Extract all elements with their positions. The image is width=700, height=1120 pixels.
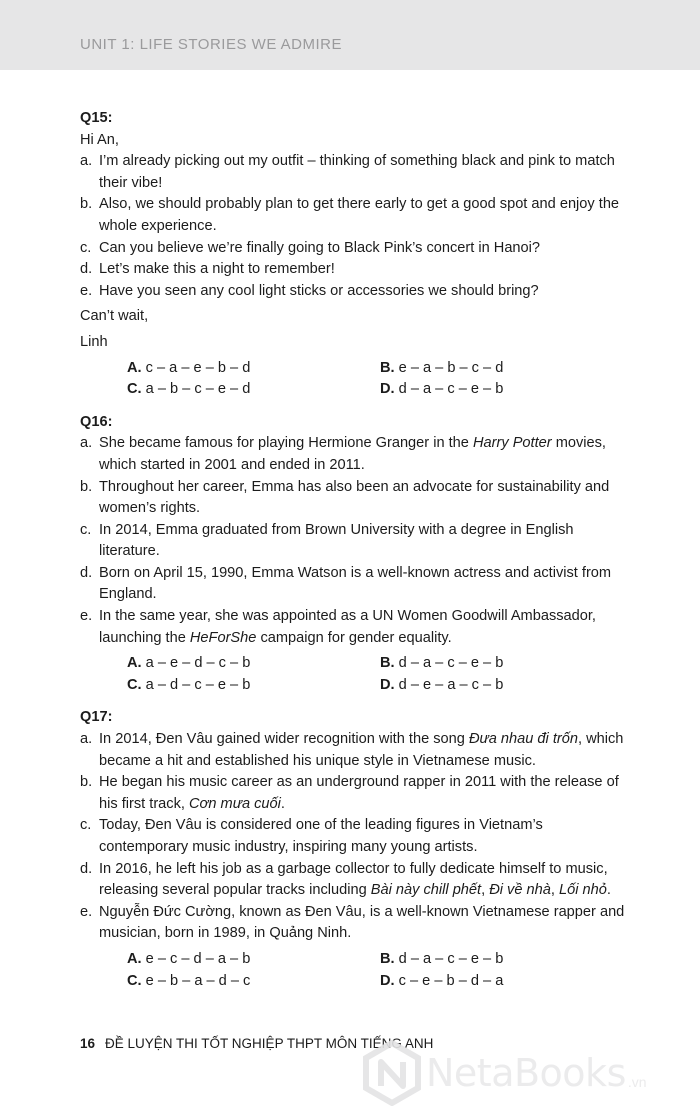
list-item: b. Throughout her career, Emma has also been an advocate for sustainability and women’s rights. <box>80 478 610 517</box>
watermark <box>362 1040 647 1106</box>
question-15 <box>80 108 625 401</box>
list-item: a. She became famous for playing Hermione Granger in the Harry Potter movies, which started in 2001 and ended in 2011. <box>80 435 606 473</box>
list-item: e. In the same year, she was appointed as a UN Women Goodwill Ambassador, launching the HeForShe campaign for gender equality. <box>80 608 596 646</box>
option-d[interactable]: D. c – e – b – d – a <box>380 972 504 989</box>
letter-closing: Can’t wait, <box>80 308 149 325</box>
page-content <box>80 108 625 992</box>
option-a[interactable]: A. c – a – e – b – d <box>127 359 251 376</box>
book-title: ĐỀ LUYỆN THI TỐT NGHIỆP THPT MÔN TIẾNG ANH <box>105 1036 434 1051</box>
question-heading: Q16: <box>80 413 113 430</box>
option-d[interactable]: D. d – a – c – e – b <box>380 381 504 398</box>
watermark-brand: NetaBooks <box>426 1051 626 1095</box>
page-number: 16 <box>80 1036 96 1051</box>
list-item: e. Nguyễn Đức Cường, known as Đen Vâu, is a well-known Vietnamese rapper and musician, born in 1989, in Quảng Ninh. <box>80 903 625 942</box>
answer-options <box>127 653 547 696</box>
option-b[interactable]: B. e – a – b – c – d <box>380 359 504 376</box>
list-item: c. Can you believe we’re finally going to Black Pink’s concert in Hanoi? <box>80 239 541 256</box>
option-a[interactable]: A. a – e – d – c – b <box>127 655 251 672</box>
option-b[interactable]: B. d – a – c – e – b <box>380 950 504 967</box>
question-heading: Q17: <box>80 709 113 726</box>
unit-title: UNIT 1: LIFE STORIES WE ADMIRE <box>80 36 342 53</box>
option-c[interactable]: C. e – b – a – d – c <box>127 972 251 989</box>
list-item: a. I’m already picking out my outfit – thinking of something black and pink to match their vibe! <box>80 153 615 191</box>
question-17 <box>80 707 625 992</box>
answer-options <box>127 358 547 401</box>
option-a[interactable]: A. e – c – d – a – b <box>127 950 251 967</box>
list-item: d. Let’s make this a night to remember! <box>80 261 335 278</box>
answer-options <box>127 949 547 992</box>
list-item: c. Today, Đen Vâu is considered one of the leading figures in Vietnam’s contemporary music industry, inspiring many young artists. <box>80 817 543 855</box>
list-item: a. In 2014, Đen Vâu gained wider recognition with the song Đưa nhau đi trốn, which became a hit and established his unique style in Vietnamese music. <box>80 731 624 769</box>
question-heading: Q15: <box>80 110 113 126</box>
netabooks-logo-icon <box>362 1040 422 1106</box>
list-item: b. He began his music career as an underground rapper in 2011 with the release of his first track, Cơn mưa cuối. <box>80 774 619 812</box>
option-c[interactable]: C. a – d – c – e – b <box>127 676 251 693</box>
list-item: d. In 2016, he left his job as a garbage collector to fully dedicate himself to music, releasing several popular tracks including Bài này chill phết, Đi về nhà, Lối nhỏ. <box>80 860 611 899</box>
watermark-suffix: .vn <box>627 1074 647 1090</box>
option-d[interactable]: D. d – e – a – c – b <box>380 676 504 693</box>
option-b[interactable]: B. d – a – c – e – b <box>380 655 504 672</box>
letter-signature: Linh <box>80 333 108 350</box>
list-item: d. Born on April 15, 1990, Emma Watson is a well-known actress and activist from England. <box>80 564 612 603</box>
list-item: c. In 2014, Emma graduated from Brown University with a degree in English literature. <box>80 521 574 560</box>
list-item: b. Also, we should probably plan to get there early to get a good spot and enjoy the whole experience. <box>80 196 620 234</box>
page-header <box>0 0 700 70</box>
letter-greeting: Hi An, <box>80 131 119 148</box>
option-c[interactable]: C. a – b – c – e – d <box>127 381 251 398</box>
question-16 <box>80 412 625 697</box>
list-item: e. Have you seen any cool light sticks or accessories we should bring? <box>80 282 539 299</box>
